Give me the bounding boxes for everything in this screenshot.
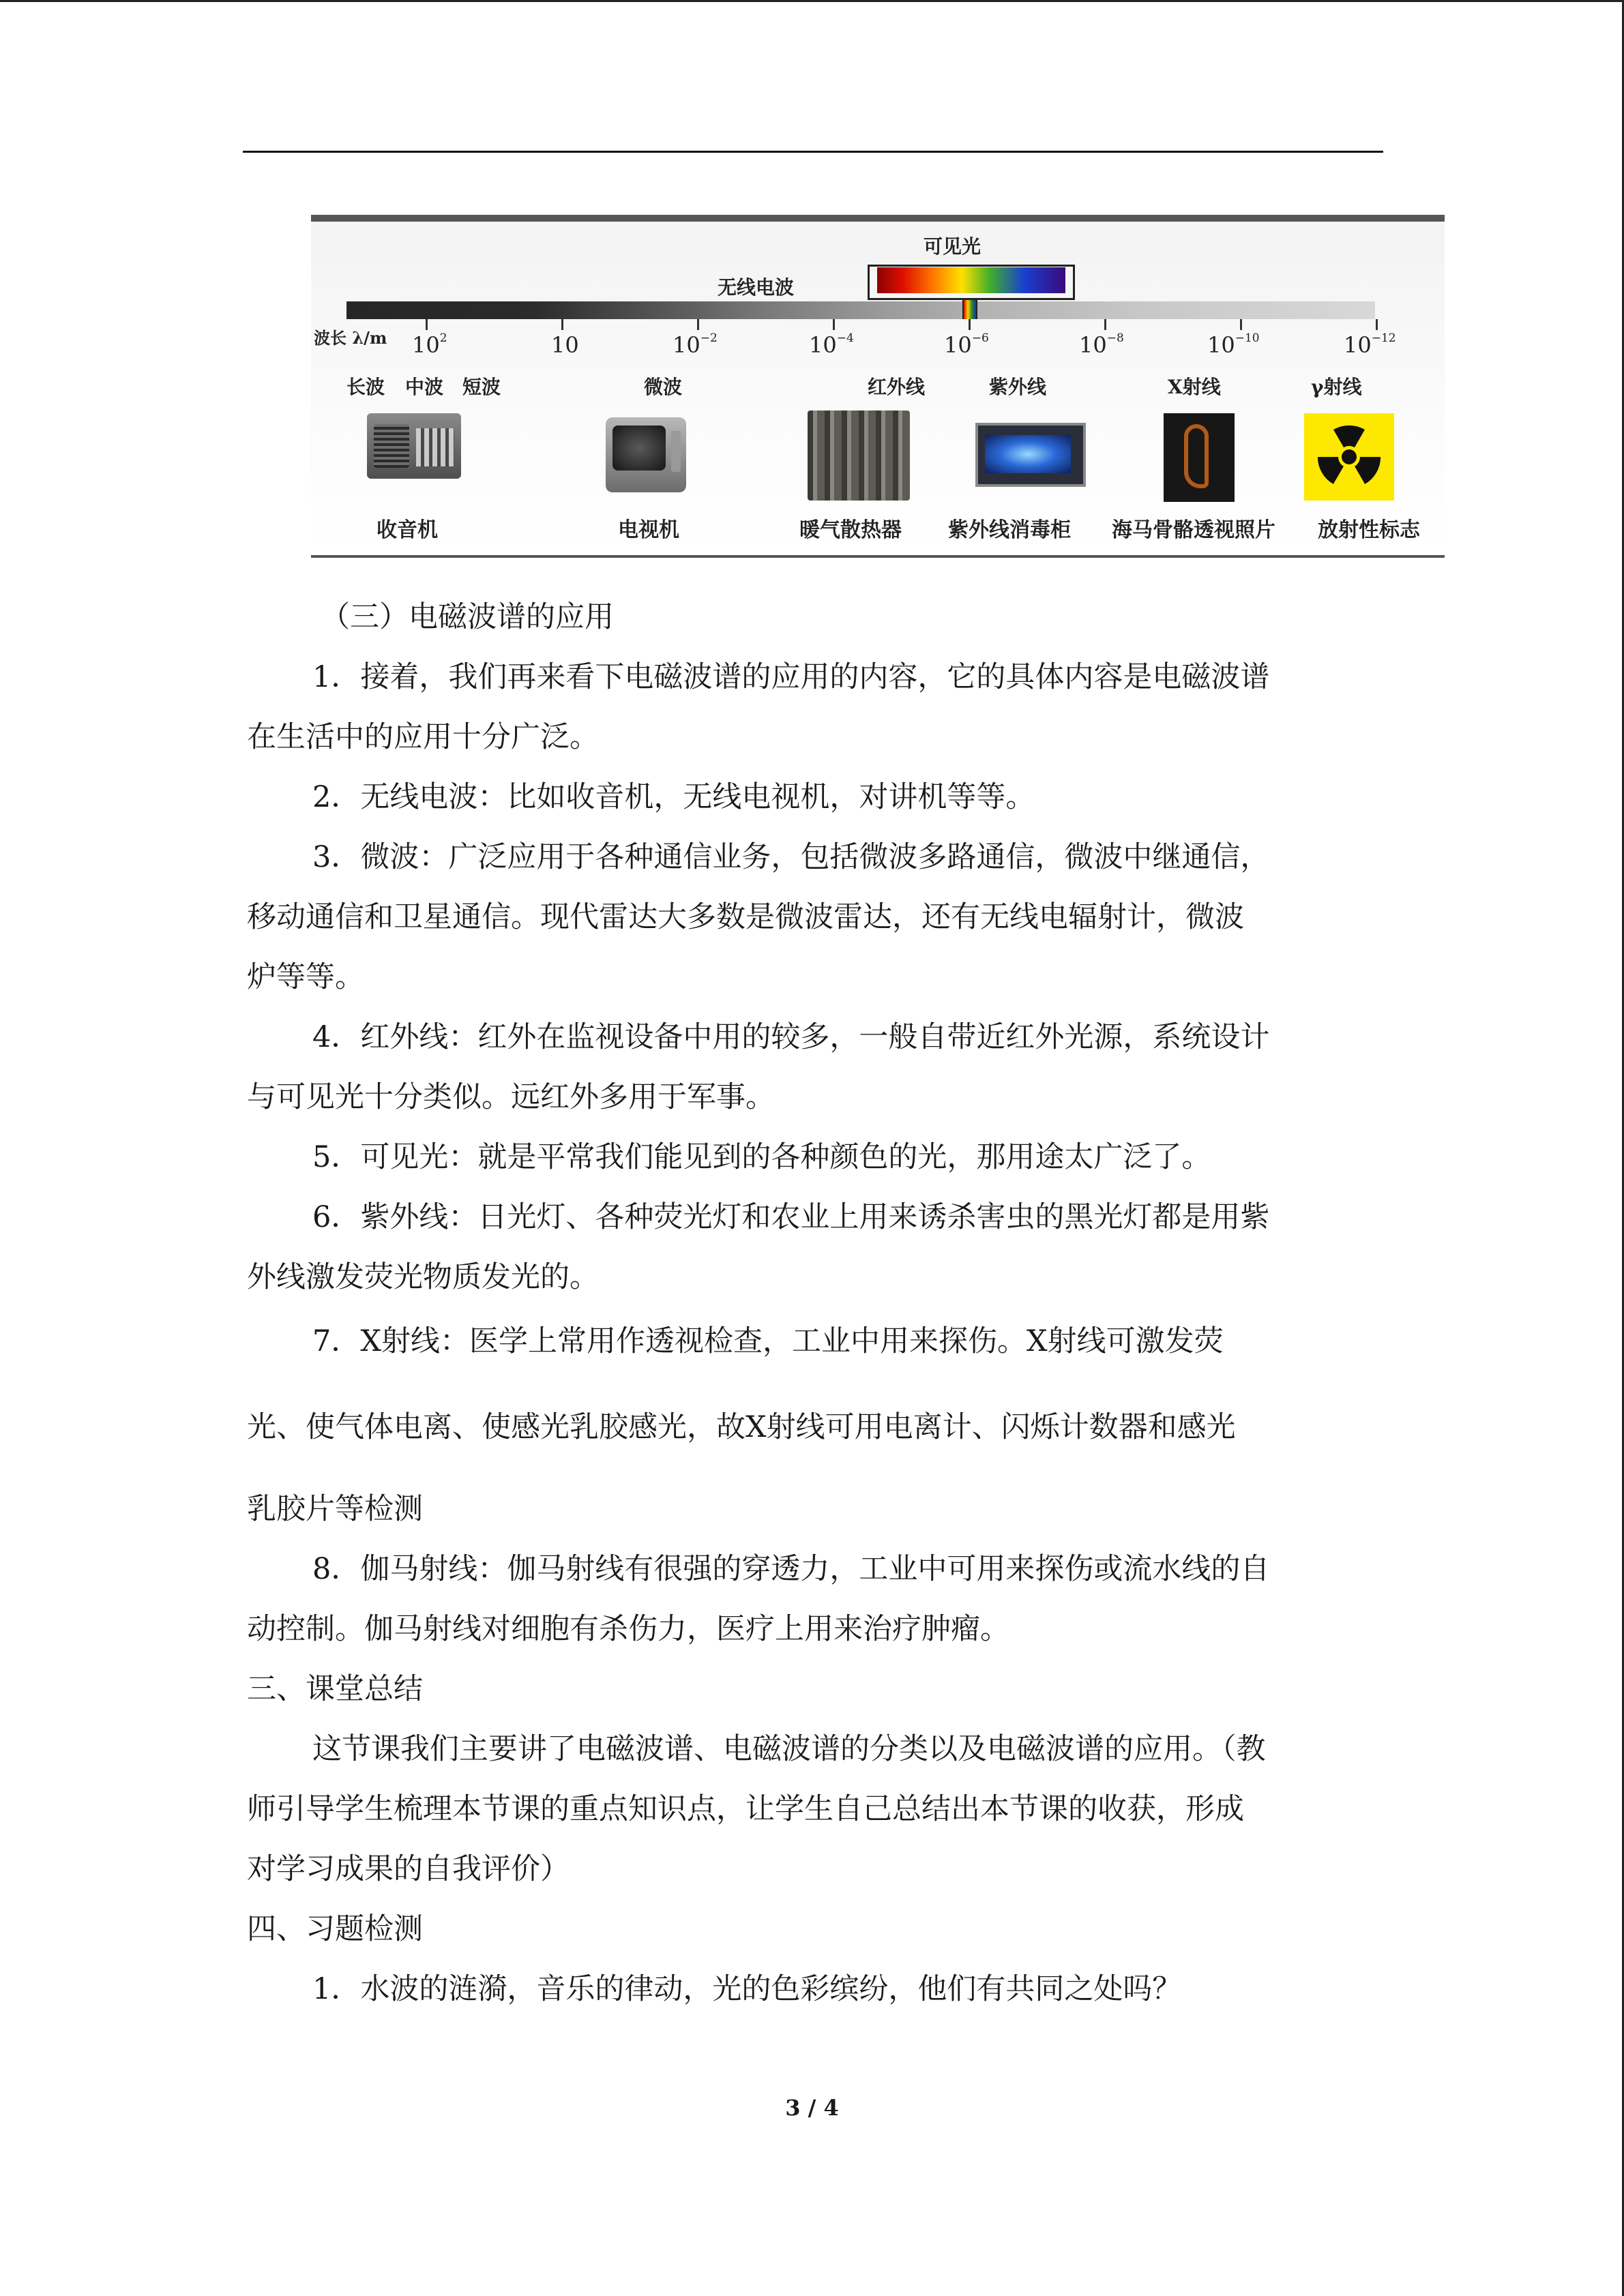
paragraph-line: 3．微波：广泛应用于各种通信业务，包括微波多路通信，微波中继通信， bbox=[312, 840, 1270, 874]
paragraph-line: 炉等等。 bbox=[247, 960, 364, 994]
tick-label: $10^{-4}$ bbox=[809, 331, 854, 358]
device-label-radio: 收音机 bbox=[377, 518, 438, 542]
paragraph-line: 1．水波的涟漪，音乐的律动，光的色彩缤纷，他们有共同之处吗？ bbox=[312, 1972, 1182, 2006]
paragraph-line: 2．无线电波：比如收音机，无线电视机，对讲机等等。 bbox=[312, 780, 1035, 814]
paragraph-line: 在生活中的应用十分广泛。 bbox=[247, 720, 599, 754]
tick-mark bbox=[833, 319, 835, 330]
paragraph-line: 与可见光十分类似。远红外多用于军事。 bbox=[247, 1080, 775, 1114]
paragraph-line: 对学习成果的自我评价） bbox=[247, 1852, 570, 1886]
device-label-uv-cabinet: 紫外线消毒柜 bbox=[948, 518, 1071, 542]
band-gamma-ray: γ射线 bbox=[1311, 376, 1362, 398]
figure-bottom-rule bbox=[311, 555, 1445, 558]
tick-mark bbox=[1240, 319, 1242, 330]
tick-mark bbox=[1104, 319, 1106, 330]
xray-seahorse-photo-icon bbox=[1164, 413, 1235, 502]
tick-label: $10^{-2}$ bbox=[673, 331, 718, 358]
paragraph-line: 1．接着，我们再来看下电磁波谱的应用的内容，它的具体内容是电磁波谱 bbox=[312, 660, 1270, 694]
paragraph-line: 师引导学生梳理本节课的重点知识点，让学生自己总结出本节课的收获，形成 bbox=[247, 1792, 1244, 1826]
paragraph-line: 4．红外线：红外在监视设备中用的较多，一般自带近红外光源，系统设计 bbox=[312, 1020, 1270, 1054]
tick-label: 10 bbox=[551, 332, 579, 358]
paragraph-line: 外线激发荧光物质发光的。 bbox=[247, 1260, 599, 1294]
tick-mark bbox=[969, 319, 971, 330]
paragraph-line: 7．X射线：医学上常用作透视检查，工业中用来探伤。X射线可激发荧 bbox=[312, 1324, 1224, 1358]
band-infrared: 红外线 bbox=[868, 376, 926, 398]
wavelength-band-bar bbox=[346, 301, 1375, 319]
paragraph-line: 光、使气体电离、使感光乳胶感光，故X射线可用电离计、闪烁计数器和感光 bbox=[247, 1410, 1236, 1444]
band-ultraviolet: 紫外线 bbox=[989, 376, 1047, 398]
band-medium-wave: 中波 bbox=[405, 376, 444, 398]
tick-mark bbox=[426, 319, 428, 330]
radio-icon bbox=[367, 413, 461, 479]
device-label-tv: 电视机 bbox=[618, 518, 679, 542]
television-icon bbox=[606, 417, 686, 492]
uv-sterilizer-cabinet-icon bbox=[975, 423, 1086, 487]
wavelength-axis-label: 波长 λ/m bbox=[314, 328, 387, 348]
radiation-symbol-icon bbox=[1304, 413, 1394, 501]
paragraph-line: 动控制。伽马射线对细胞有杀伤力，医疗上用来治疗肿瘤。 bbox=[247, 1612, 1009, 1646]
tick-label: $10^{-12}$ bbox=[1344, 331, 1396, 358]
band-x-ray: X射线 bbox=[1168, 376, 1221, 398]
section-heading-summary: 三、课堂总结 bbox=[247, 1672, 423, 1706]
header-rule bbox=[243, 151, 1383, 153]
radiator-heater-icon bbox=[808, 411, 910, 501]
paragraph-line: 6．紫外线：日光灯、各种荧光灯和农业上用来诱杀害虫的黑光灯都是用紫 bbox=[312, 1200, 1270, 1234]
label-radio-waves: 无线电波 bbox=[718, 276, 795, 299]
section-heading-applications: （三）电磁波谱的应用 bbox=[321, 600, 614, 634]
device-label-xray-photo: 海马骨骼透视照片 bbox=[1112, 518, 1275, 542]
band-microwave: 微波 bbox=[644, 376, 683, 398]
spectrum-figure bbox=[311, 211, 1445, 561]
tick-label: $10^{-10}$ bbox=[1207, 331, 1260, 358]
figure-top-rule bbox=[311, 215, 1445, 222]
paragraph-line: 乳胶片等检测 bbox=[247, 1492, 423, 1526]
paragraph-line: 8．伽马射线：伽马射线有很强的穿透力，工业中可用来探伤或流水线的自 bbox=[312, 1552, 1270, 1586]
tick-label: $10^{-8}$ bbox=[1079, 331, 1124, 358]
tick-mark bbox=[561, 319, 563, 330]
paragraph-line: 5．可见光：就是平常我们能见到的各种颜色的光，那用途太广泛了。 bbox=[312, 1140, 1211, 1174]
device-label-radiation: 放射性标志 bbox=[1318, 518, 1420, 542]
paragraph-line: 移动通信和卫星通信。现代雷达大多数是微波雷达，还有无线电辐射计，微波 bbox=[247, 900, 1244, 934]
paragraph-line: 这节课我们主要讲了电磁波谱、电磁波谱的分类以及电磁波谱的应用。（教 bbox=[312, 1732, 1266, 1766]
section-heading-exercises: 四、习题检测 bbox=[247, 1912, 423, 1946]
page-number: 3 / 4 bbox=[785, 2095, 839, 2121]
band-long-wave: 长波 bbox=[346, 376, 385, 398]
tick-label: $10^{-6}$ bbox=[944, 331, 989, 358]
tick-mark bbox=[697, 319, 699, 330]
visible-light-stem bbox=[962, 300, 977, 319]
band-short-wave: 短波 bbox=[462, 376, 501, 398]
visible-spectrum-bracket bbox=[868, 265, 1075, 300]
tick-mark bbox=[1376, 319, 1378, 330]
device-label-heater: 暖气散热器 bbox=[799, 518, 902, 542]
tick-label: $10^2$ bbox=[412, 331, 447, 358]
label-visible-light: 可见光 bbox=[924, 235, 981, 258]
